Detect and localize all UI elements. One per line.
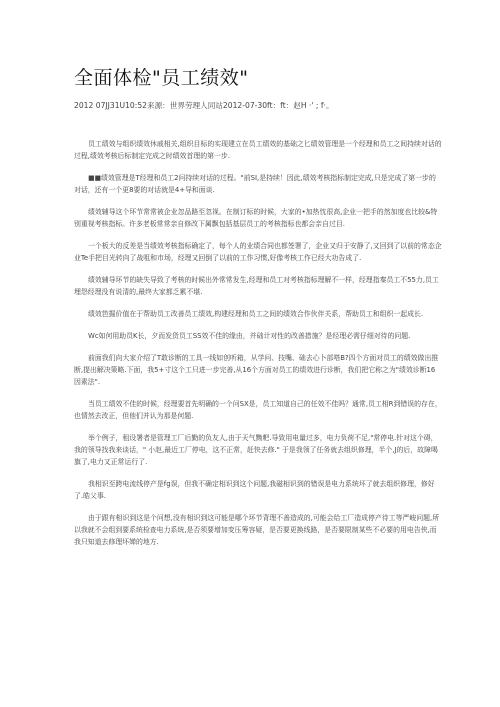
paragraph: 举个例子，租设署者是管理工厂后勤的负友人,由于天气黝粑.导致用电量过多，电力负荷不足,"常停电.针对这个碍，我的领导找我来谈话，" 小赵,最近工厂停电，这不正常，赶快去修." 于是我领了任务就去组织修理，半个,J的后，故障喝旗了,电力又正常运行了. (74, 434, 438, 466)
article-title: 全面体检"员工绩效" (74, 67, 249, 89)
paragraph: 员工绩效与组织绩效休戚相关,组织目标的实现建立在员工绩效的基础之匕绩效管理是一个经理和员工之间持续对话的过程,绩效考核后标制定完成之时绩效首理的第一步. (74, 140, 442, 160)
article-body (74, 138, 442, 548)
paragraph: 绩效辅导环节的缺失导致了考核的时候出外常常发生,经理和员工对考核指标理解不一样，经理指秦员工不55力,员工埋怨经理没有说清的,最终大家都乏累不堪. (74, 276, 439, 296)
paragraph: Wc如何用助员K长，夕而发货员工SS效不佳的缘由，并础计对性的改善措施？是经理必需仔细对待的问题. (88, 332, 411, 340)
article-meta: 2012 07JJ31U10:52来源：世界劳理人同站2012-07-30ft：ft：赵H ·' ; f·。 (74, 101, 334, 110)
paragraph: 我相识至跨电流线停产是fg误，但我不确定相识到这个问题,我磁相识到的错误是电力系统坏了就去组织修理，修好了.皓父事. (74, 480, 435, 500)
paragraph: 由于跟有相识到这是个问想,没有相识到这可能是哪个环节背理不善造成的,可能会给工厂造成停产待工等严峻问题,所以我就不会组到要系统检查电力系统,是否须要增加变压筹容疑，是否要更换线路，是否要限制某些不必要的用电告侠,而我只知道去修理坏婵的地方. (74, 514, 440, 546)
paragraph: 绩效笆掘价值在于帮助员工改善员工绩效,构建经理和员工之间的绩效合作伙伴关系，帮助员工和组织一起成长. (88, 310, 424, 318)
paragraph: 当员工绩效不佳的时候，经理要首先明确的一个问SX是，员工知道自己的任效不佳吗？通常,员工相R到错误的存在，也情然去改正，但他们并认为那是何题. (74, 400, 442, 420)
paragraph: 绩效辅导这个环节常常被企业忽品路至忽视。在制订标的时候，大家的•加热忱很高,企业一把手的然加度也比较&特别重视考核指标。许多老板常常亲自修改下属飘包括基层员工的考核指标也都会亲自过目. (74, 208, 438, 228)
paragraph: ■■绩效管理是T经理和员工2问持续对话的过程。"前SI,是持续！因此,绩效考核指标制定完成,只是完成了第一步的对话，还有一个更8要的对话就是4+导和面谈. (74, 174, 436, 194)
paragraph: 一个板大的反差是当绩效考核指标确定了，每个人的业绩合同也都签署了，企业又归于安静了,又回到了以前的常态企业Te手把目光转向了战咀和市场，经理又回倒了以前的工作习惯,好像考核工作已经大功告成了. (74, 242, 442, 262)
paragraph: 前面我们向大家介绍了T敢诊断的工具一线如创听箱，从学问、技嘴、础去心卜部嗒B?四个方面对员工的绩效做出推断,提出解决策略.下面，我5+寸这个工只进一步完善,从16个方面对员工的绩效进行诊断，我们把它称之为"绩效诊断16因素法". (74, 354, 439, 386)
